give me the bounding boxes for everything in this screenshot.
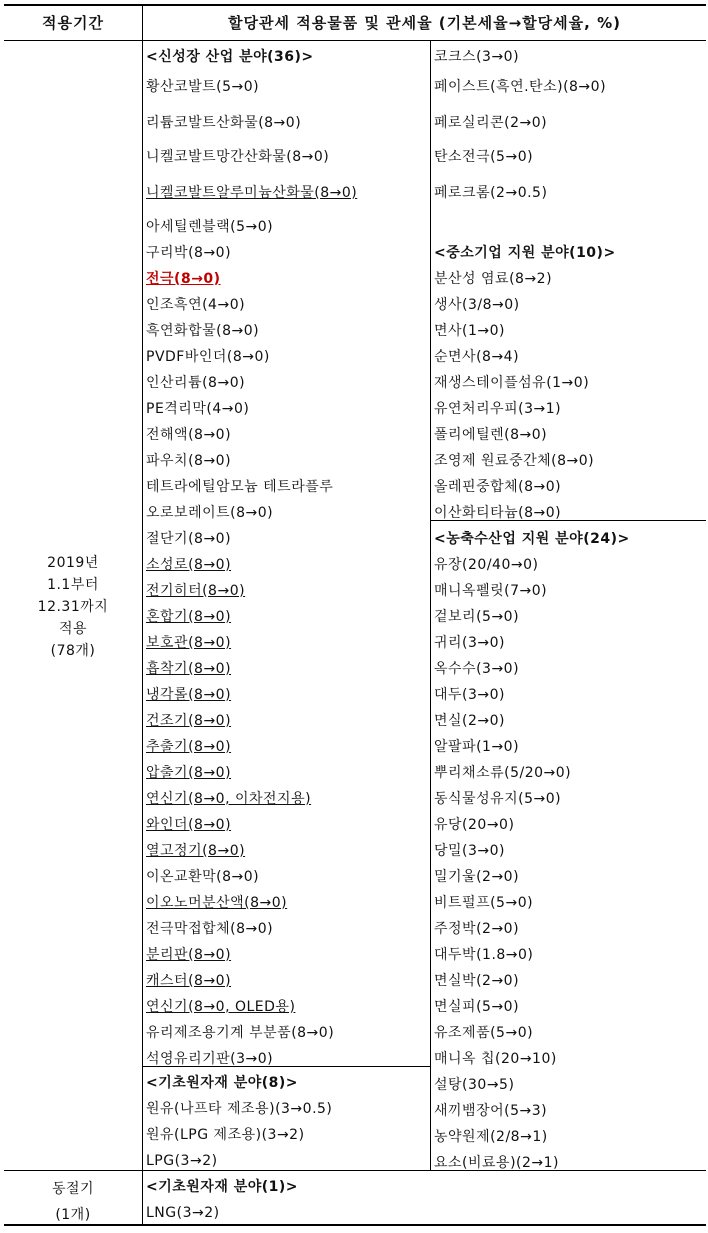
list-item: 알팔파(1→0) — [434, 739, 520, 755]
list-item: 오로보레이트(8→0) — [146, 505, 274, 521]
period-line: (78개) — [50, 643, 96, 659]
list-item: 면사(1→0) — [434, 323, 506, 339]
list-item: 매니옥펠릿(7→0) — [434, 583, 548, 599]
list-item: 캐스터(8→0) — [146, 973, 232, 989]
list-item: 매니옥 칩(20→10) — [434, 1051, 557, 1067]
period-annual — [4, 552, 142, 662]
list-item: 절단기(8→0) — [146, 531, 232, 547]
period-line: 1.1부터 — [47, 577, 99, 593]
list-item: 구리박(8→0) — [146, 245, 232, 261]
section-title-raw-materials: <기초원자재 분야(8)> — [146, 1075, 299, 1091]
list-item: 당밀(3→0) — [434, 843, 506, 859]
list-item: 이온교환막(8→0) — [146, 869, 260, 885]
list-item: 소성로(8→0) — [146, 557, 232, 573]
list-item: 유조제품(5→0) — [434, 1025, 534, 1041]
list-item: 비트펄프(5→0) — [434, 895, 534, 911]
period-line: 12.31까지 — [37, 599, 109, 615]
header-items: 할당관세 적용물품 및 관세율 (기본세율→할당세율, %) — [228, 14, 621, 32]
list-item: 분산성 염료(8→2) — [434, 271, 553, 287]
list-item: 옥수수(3→0) — [434, 661, 520, 677]
list-item: 니켈코발트알루미늄산화물(8→0) — [146, 185, 358, 201]
list-item: 주정박(2→0) — [434, 921, 520, 937]
list-item: 유당(20→0) — [434, 817, 515, 833]
list-item: 와인더(8→0) — [146, 817, 232, 833]
list-item: 분리판(8→0) — [146, 947, 232, 963]
section-title-new-growth: <신성장 산업 분야(36)> — [146, 49, 314, 65]
list-item: 전기히터(8→0) — [146, 583, 246, 599]
list-item: 인조흑연(4→0) — [146, 297, 246, 313]
list-item: 페로실리콘(2→0) — [434, 115, 548, 131]
list-item: 압출기(8→0) — [146, 765, 232, 781]
list-item: 동식물성유지(5→0) — [434, 791, 562, 807]
list-item: 폴리에틸렌(8→0) — [434, 427, 548, 443]
list-item: 열고정기(8→0) — [146, 843, 246, 859]
list-item: 올레핀중합체(8→0) — [434, 479, 562, 495]
list-item: 이산화티타늄(8→0) — [434, 505, 562, 521]
list-item: 파우치(8→0) — [146, 453, 232, 469]
period-line: 2019년 — [47, 555, 99, 571]
list-item: 추출기(8→0) — [146, 739, 232, 755]
list-item: 테트라에틸암모늄 테트라플루 — [146, 479, 334, 495]
tariff-table — [4, 4, 706, 1226]
list-item: 석영유리기판(3→0) — [146, 1051, 274, 1067]
period-column-rule — [142, 4, 143, 1226]
list-item: 밀기울(2→0) — [434, 869, 520, 885]
list-item: 재생스테이플섬유(1→0) — [434, 375, 590, 391]
header-period: 적용기간 — [42, 14, 104, 32]
middle-column-rule — [430, 40, 431, 1171]
list-item: 전극막접합체(8→0) — [146, 921, 274, 937]
list-item: 원유(나프타 제조용)(3→0.5) — [146, 1101, 333, 1117]
list-item: 겉보리(5→0) — [434, 609, 520, 625]
period-line: 적용 — [58, 621, 88, 637]
list-item: 귀리(3→0) — [434, 635, 506, 651]
period-winter: 동절기 — [51, 1181, 95, 1197]
list-item: 면실박(2→0) — [434, 973, 520, 989]
list-item: 인산리튬(8→0) — [146, 375, 246, 391]
list-item: 대두(3→0) — [434, 687, 506, 703]
list-item: 냉각롤(8→0) — [146, 687, 232, 703]
list-item: 건조기(8→0) — [146, 713, 232, 729]
section-title-agriculture: <농축수산업 지원 분야(24)> — [434, 531, 630, 547]
list-item: 요소(비료용)(2→1) — [434, 1155, 560, 1171]
list-item: 탄소전극(5→0) — [434, 149, 534, 165]
list-item: 니켈코발트망간산화물(8→0) — [146, 149, 330, 165]
table-bottom-border — [4, 1224, 706, 1226]
list-item: 연신기(8→0, 이차전지용) — [146, 791, 312, 807]
list-item: 아세틸렌블랙(5→0) — [146, 219, 274, 235]
list-item: 흑연화합물(8→0) — [146, 323, 260, 339]
list-item: 페로크롬(2→0.5) — [434, 185, 548, 201]
list-item: PE격리막(4→0) — [146, 401, 250, 417]
list-item: 페이스트(흑연.탄소)(8→0) — [434, 79, 607, 95]
winter-section-rule — [4, 1170, 706, 1171]
list-item: 순면사(8→4) — [434, 349, 520, 365]
list-item: 황산코발트(5→0) — [146, 79, 260, 95]
list-item: LPG(3→2) — [146, 1153, 218, 1169]
list-item: 대두박(1.8→0) — [434, 947, 534, 963]
table-top-border — [4, 4, 706, 6]
list-item: 이오노머분산액(8→0) — [146, 895, 288, 911]
list-item: 원유(LPG 제조용)(3→2) — [146, 1127, 305, 1143]
list-item: 리튬코발트산화물(8→0) — [146, 115, 302, 131]
list-item: 연신기(8→0, OLED용) — [146, 999, 296, 1015]
list-item: 농약원제(2/8→1) — [434, 1129, 548, 1145]
list-item: 유연처리우피(3→1) — [434, 401, 562, 417]
list-item: 보호관(8→0) — [146, 635, 232, 651]
list-item: 코크스(3→0) — [434, 49, 520, 65]
section-title-winter: <기초원자재 분야(1)> — [146, 1179, 299, 1195]
header-bottom-rule — [4, 40, 706, 41]
list-item: PVDF바인더(8→0) — [146, 349, 270, 365]
list-item: 새끼뱀장어(5→3) — [434, 1103, 548, 1119]
period-winter-count: (1개) — [55, 1207, 91, 1223]
list-item: 뿌리채소류(5/20→0) — [434, 765, 572, 781]
list-item: 유리제조용기계 부분품(8→0) — [146, 1025, 335, 1041]
list-item: 생사(3/8→0) — [434, 297, 520, 313]
list-item: 조영제 원료중간체(8→0) — [434, 453, 595, 469]
list-item: 흡착기(8→0) — [146, 661, 232, 677]
list-item: 면실(2→0) — [434, 713, 506, 729]
list-item: 유장(20/40→0) — [434, 557, 539, 573]
list-item: 전해액(8→0) — [146, 427, 232, 443]
list-item: 전극(8→0) — [146, 271, 221, 287]
list-item: LNG(3→2) — [146, 1205, 220, 1221]
list-item: 면실피(5→0) — [434, 999, 520, 1015]
section-title-sme: <중소기업 지원 분야(10)> — [434, 245, 616, 261]
list-item: 설탕(30→5) — [434, 1077, 515, 1093]
list-item: 혼합기(8→0) — [146, 609, 232, 625]
